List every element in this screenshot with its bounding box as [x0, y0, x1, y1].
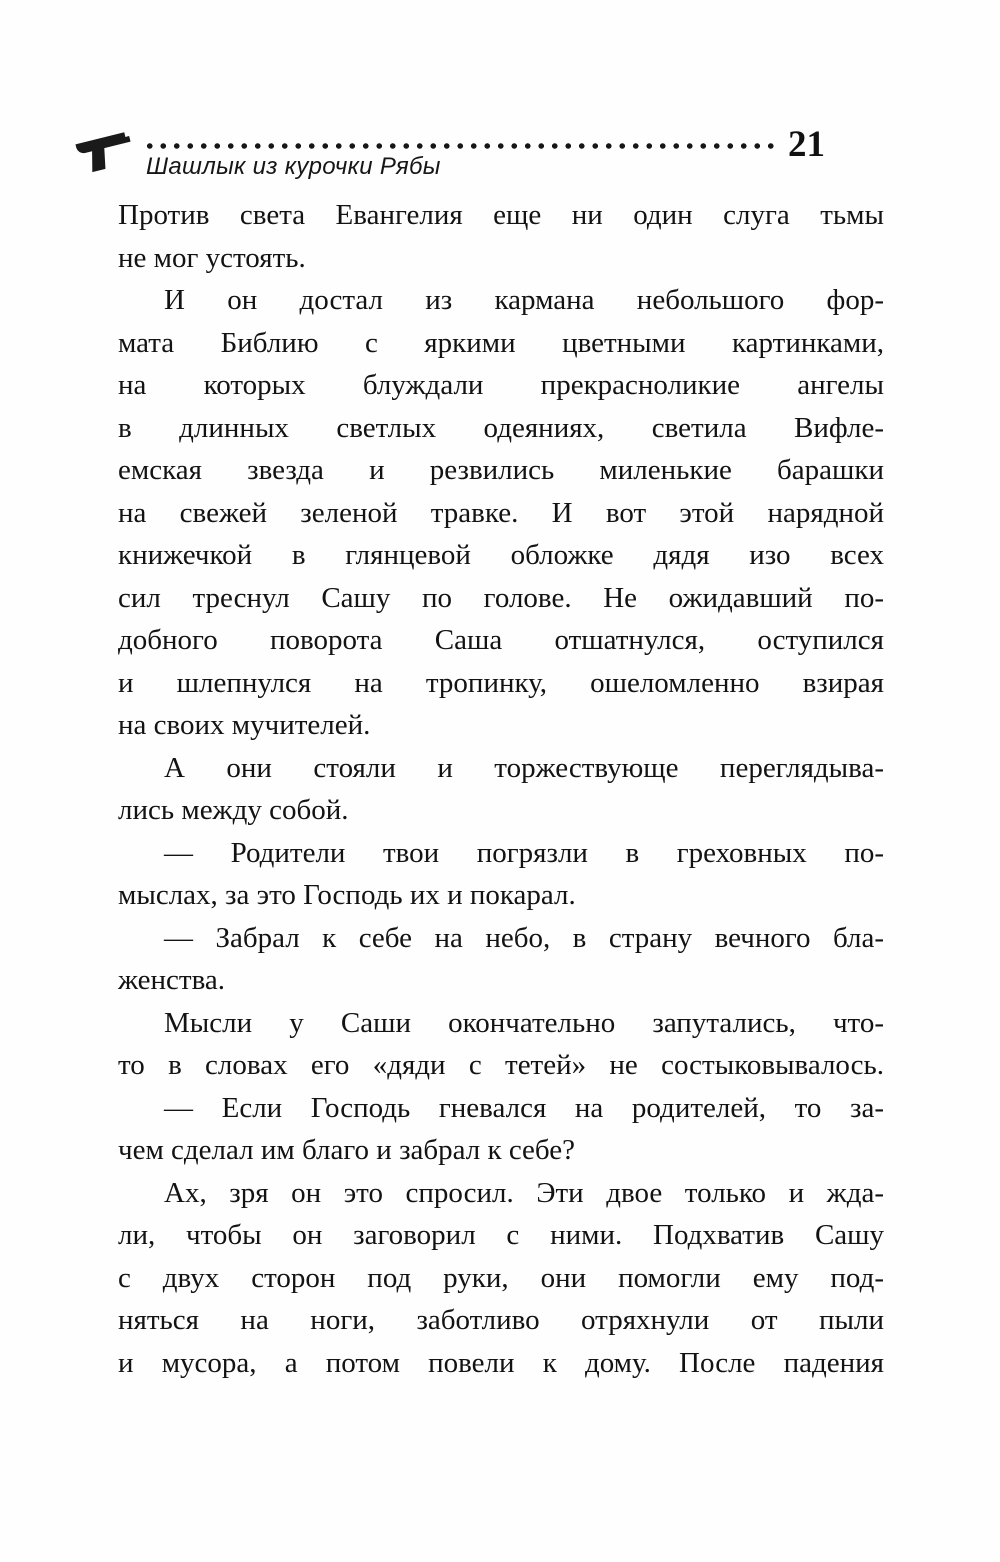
- text-line: на свежей зеленой травке. И вот этой нарядной: [118, 496, 884, 529]
- text-line: — Забрал к себе на небо, в страну вечного бла-: [164, 921, 884, 954]
- text-line: емская звезда и резвились миленькие барашки: [118, 454, 884, 486]
- dotted-rule: [143, 140, 777, 152]
- text-line: Против света Евангелия еще ни один слуга тьмы: [118, 199, 884, 231]
- text-line: в длинных светлых одеяниях, светила Вифле-: [118, 411, 884, 444]
- text-line: Мысли у Саши окончательно запутались, что-: [164, 1006, 884, 1039]
- text-line: лись между собой.: [118, 794, 349, 826]
- text-line: мата Библию с яркими цветными картинками,: [118, 326, 884, 359]
- text-line: И он достал из кармана небольшого фор-: [164, 284, 884, 316]
- pistol-icon: [71, 122, 138, 181]
- text-line: и мусора, а потом повели к дому. После падения: [118, 1346, 884, 1379]
- text-line: то в словах его «дяди с тетей» не состыковывалось.: [118, 1049, 884, 1081]
- text-line: не мог устоять.: [118, 241, 306, 274]
- text-line: женства.: [118, 964, 226, 996]
- page-number: 21: [788, 124, 825, 165]
- text-line: — Если Господь гневался на родителей, то за-: [164, 1091, 884, 1124]
- text-line: книжечкой в глянцевой обложке дядя изо всех: [118, 539, 884, 571]
- text-line: и шлепнулся на тропинку, ошеломленно взирая: [118, 666, 884, 699]
- text-line: на которых блуждали прекрасноликие ангелы: [118, 369, 884, 401]
- text-line: ли, чтобы он заговорил с ними. Подхватив Сашу: [118, 1219, 884, 1251]
- text-line: А они стояли и торжествующе переглядыва-: [164, 751, 884, 784]
- running-title: Шашлык из курочки Рябы: [146, 153, 441, 180]
- text-line: — Родители твои погрязли в греховных по-: [164, 836, 884, 869]
- text-line: няться на ноги, заботливо отряхнули от пыли: [118, 1304, 884, 1336]
- text-line: на своих мучителей.: [118, 709, 371, 741]
- page-body: [118, 194, 884, 1384]
- text-line: сил треснул Сашу по голове. Не ожидавший по-: [118, 581, 884, 614]
- text-line: Ах, зря он это спросил. Эти двое только и жда-: [164, 1176, 884, 1209]
- text-line: с двух сторон под руки, они помогли ему под-: [118, 1261, 884, 1294]
- text-line: мыслах, за это Господь их и покарал.: [118, 879, 576, 911]
- text-line: чем сделал им благо и забрал к себе?: [118, 1134, 576, 1166]
- text-line: добного поворота Саша отшатнулся, оступился: [118, 624, 884, 656]
- page-header: [0, 0, 1000, 195]
